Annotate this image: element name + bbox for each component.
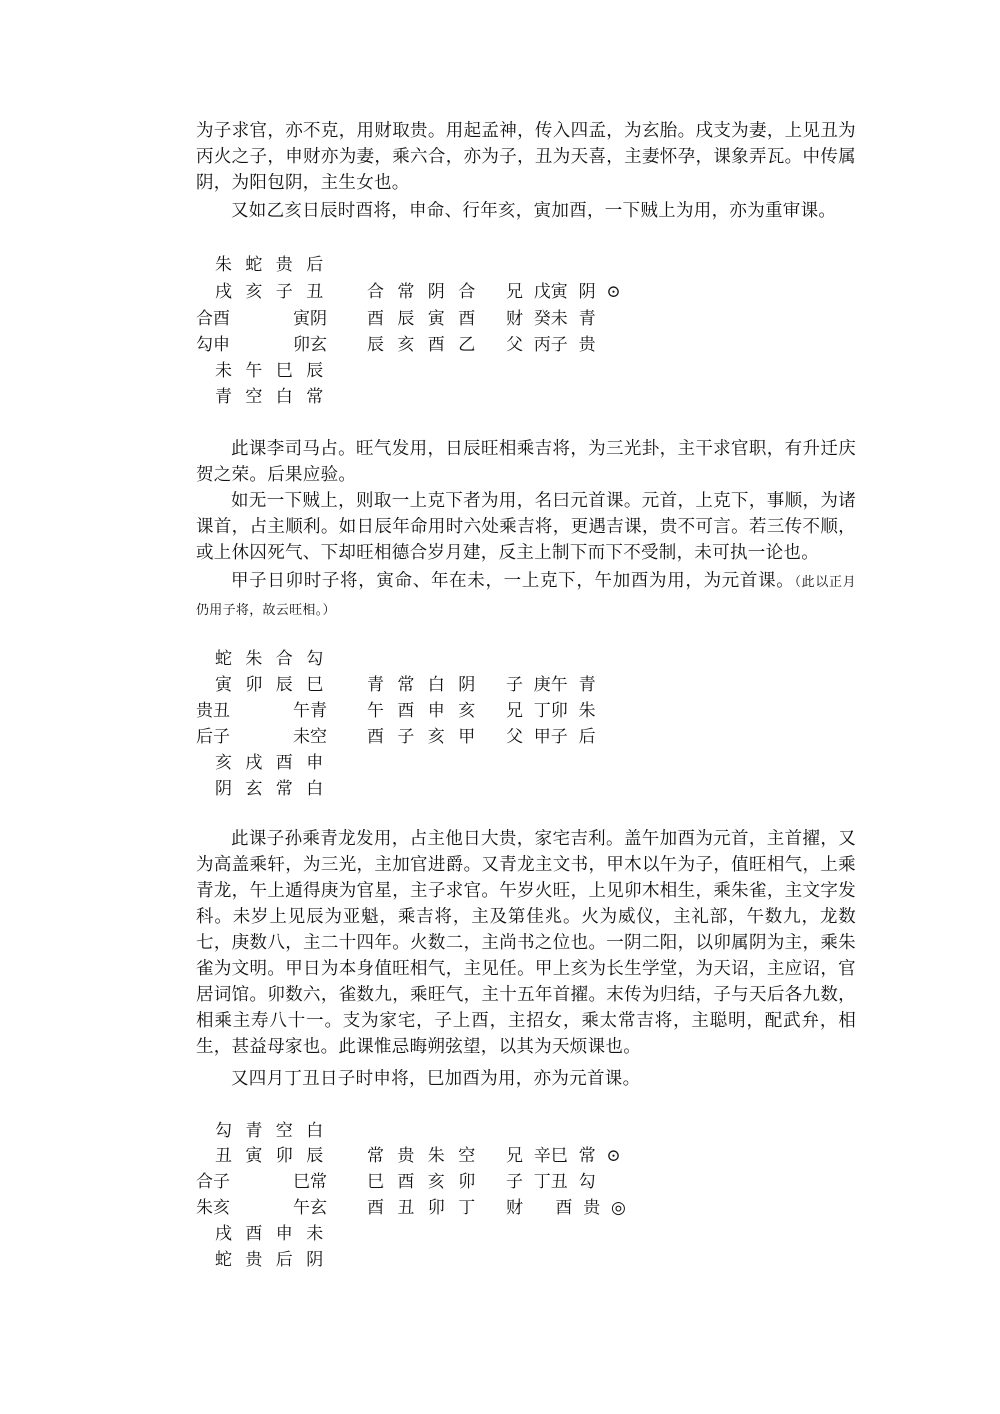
chart3-four-lessons-row2: 巳 酉 亥 卯: [367, 1172, 480, 1192]
chart1-four-lessons-row2: 酉 辰 寅 酉: [367, 309, 480, 329]
chart1-four-lessons-row1: 合 常 阴 合: [367, 282, 480, 302]
chart3-left-1: 合子: [196, 1172, 230, 1192]
chart1-transmission-3: 父 丙子 贵: [506, 335, 596, 355]
chart3-transmission-3: 财 酉 贵 ◎: [506, 1198, 626, 1218]
chart3-left-2: 朱亥: [196, 1198, 230, 1218]
chart2-transmission-2: 兄 丁卯 朱: [506, 701, 596, 721]
chart2-left-1: 贵丑: [196, 701, 230, 721]
chart1-transmission-1: 兄 戊寅 阴 ⊙: [506, 282, 621, 302]
chart2-left-2: 后子: [196, 727, 230, 747]
chart1-left-1: 合酉: [196, 309, 230, 329]
paragraph-5-text: 甲子日卯时子将，寅命、年在未，一上克下，午加酉为用，为元首课。: [231, 571, 795, 591]
paragraph-2: 又如乙亥日辰时酉将，申命、行年亥，寅加酉，一下贼上为用，亦为重审课。: [231, 201, 837, 221]
chart3-bottom-generals: 蛇 贵 后 阴: [215, 1250, 328, 1270]
chart2-four-lessons-row1: 青 常 白 阴: [367, 675, 480, 695]
chart1-top-branches: 戌 亥 子 丑: [215, 282, 328, 302]
chart2-bottom-generals: 阴 玄 常 白: [215, 779, 328, 799]
paragraph-4: 如无一下贼上，则取一上克下者为用，名曰元首课。元首，上克下，事顺，为诸课首，占主顺利。如日辰年命用时六处乘吉将，更遇吉课，贵不可言。若三传不顺，或上休囚死气、下却旺相德合岁月建，反主上制下而下不受制，未可执一论也。: [196, 491, 856, 563]
chart3-right-1: 巳常: [293, 1172, 327, 1192]
chart1-four-lessons-row3: 辰 亥 酉 乙: [367, 335, 480, 355]
chart1-right-1: 寅阴: [293, 309, 327, 329]
chart1-left-2: 勾申: [196, 335, 230, 355]
chart3-top-branches: 丑 寅 卯 辰: [215, 1146, 328, 1166]
paragraph-1: 为子求官，亦不克，用财取贵。用起孟神，传入四孟，为玄胎。戌支为妻，上见丑为丙火之子，申财亦为妻，乘六合，亦为子，丑为天喜，主妻怀孕，课象弄瓦。中传属阴，为阳包阴，主生女也。: [196, 121, 856, 193]
chart1-right-2: 卯玄: [293, 335, 327, 355]
chart1-top-generals: 朱 蛇 贵 后: [215, 255, 328, 275]
paragraph-3: 此课李司马占。旺气发用，日辰旺相乘吉将，为三光卦，主干求官职，有升迁庆贺之荣。后果应验。: [196, 439, 856, 485]
chart2-transmission-1: 子 庚午 青: [506, 675, 596, 695]
paragraph-6: 此课子孙乘青龙发用，占主他日大贵，家宅吉利。盖午加酉为元首，主首擢，又为高盖乘轩，为三光，主加官进爵。又青龙主文书，甲木以午为子，值旺相气，上乘青龙，午上遁得庚为官星，主子求官。午岁火旺，上见卯木相生，乘朱雀，主文字发科。未岁上见辰为亚魁，乘吉将，主及第佳兆。火为威仪，主礼部，午数九，龙数七，庚数八，主二十四年。火数二，主尚书之位也。一阴二阳，以卯属阴为主，乘朱雀为文明。甲日为本身值旺相气，主见任。甲上亥为长生学堂，为天诏，主应诏，官居词馆。卯数六，雀数九，乘旺气，主十五年首擢。末传为归结，子与天后各九数，相乘主寿八十一。支为家宅，子上酉，主招女，乘太常吉将，主聪明，配武弁，相生，甚益母家也。此课惟忌晦朔弦望，以其为天烦课也。: [196, 829, 856, 1057]
chart2-top-branches: 寅 卯 辰 巳: [215, 675, 328, 695]
chart1-bottom-generals: 青 空 白 常: [215, 387, 328, 407]
chart2-four-lessons-row2: 午 酉 申 亥: [367, 701, 480, 721]
chart2-bottom-branches: 亥 戌 酉 申: [215, 753, 328, 773]
chart1-transmission-2: 财 癸未 青: [506, 309, 596, 329]
chart3-top-generals: 勾 青 空 白: [215, 1121, 328, 1141]
chart3-four-lessons-row3: 酉 丑 卯 丁: [367, 1198, 480, 1218]
chart2-transmission-3: 父 甲子 后: [506, 727, 596, 747]
chart3-transmission-1: 兄 辛巳 常 ⊙: [506, 1146, 621, 1166]
paragraph-7: 又四月丁丑日子时申将，巳加酉为用，亦为元首课。: [231, 1069, 641, 1089]
chart3-transmission-2: 子 丁丑 勾: [506, 1172, 596, 1192]
chart1-bottom-branches: 未 午 巳 辰: [215, 361, 328, 381]
chart3-right-2: 午玄: [293, 1198, 327, 1218]
paragraph-5: [196, 568, 856, 624]
chart3-bottom-branches: 戌 酉 申 未: [215, 1224, 328, 1244]
chart2-four-lessons-row3: 酉 子 亥 甲: [367, 727, 480, 747]
chart2-top-generals: 蛇 朱 合 勾: [215, 649, 328, 669]
chart3-four-lessons-row1: 常 贵 朱 空: [367, 1146, 480, 1166]
paragraph-5-note: （此以正月仍用子将，故云旺相。）: [196, 575, 856, 618]
chart2-right-1: 午青: [293, 701, 327, 721]
chart2-right-2: 未空: [293, 727, 327, 747]
